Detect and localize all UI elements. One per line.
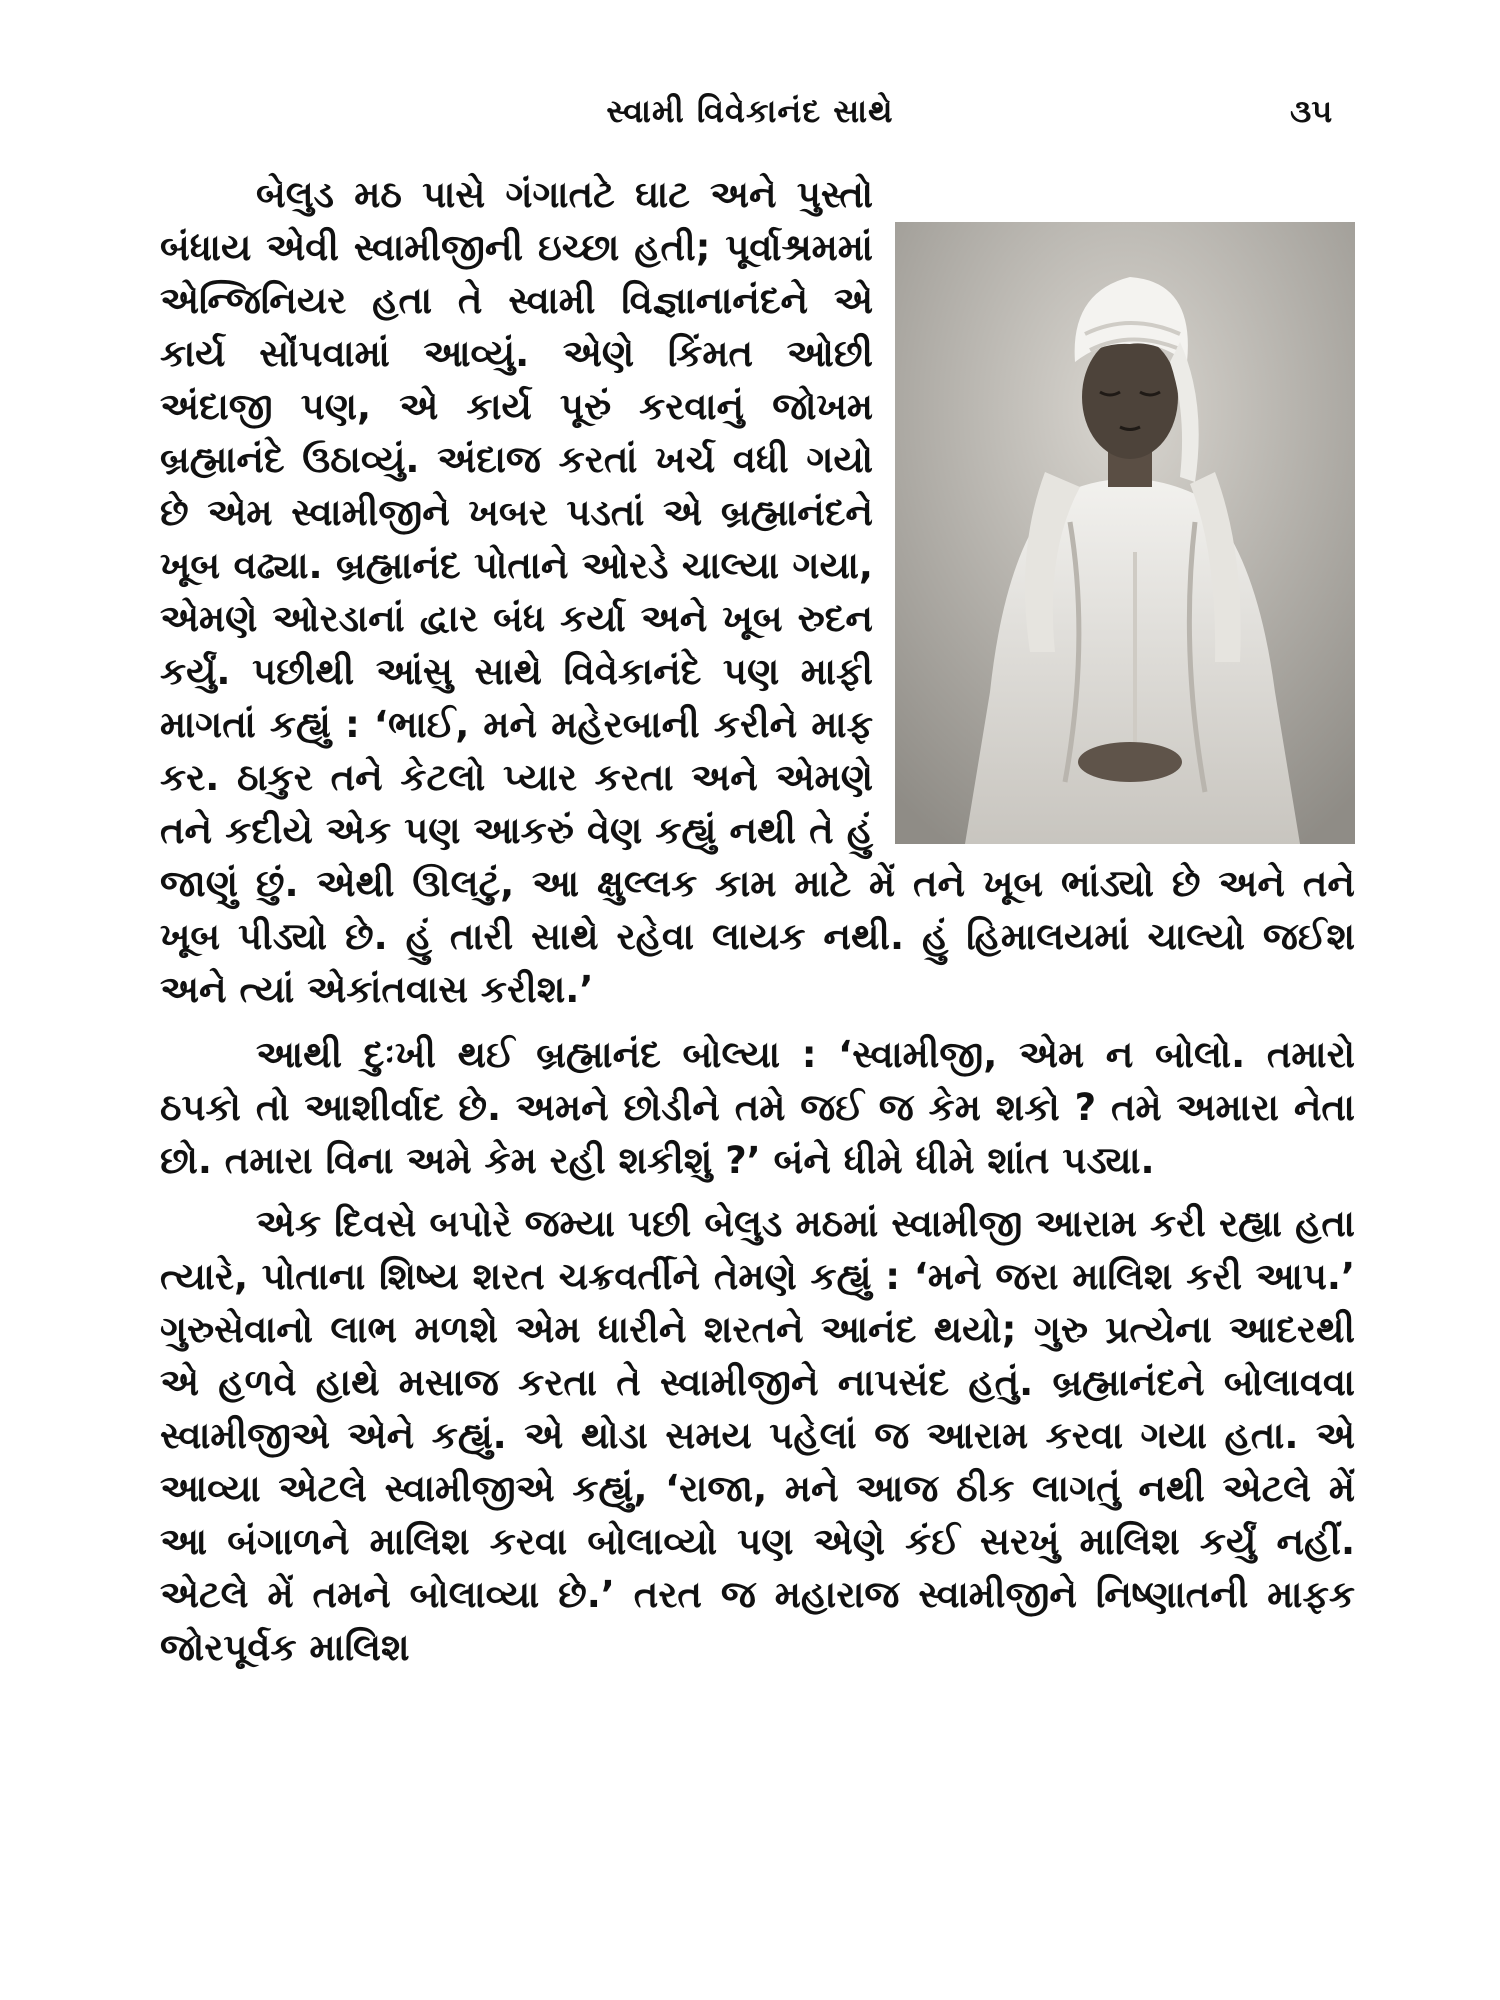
- page-number: ૩૫: [1290, 92, 1333, 130]
- running-head: [0, 92, 1500, 142]
- portrait-photo-drawing: [895, 222, 1355, 844]
- portrait-photo: [895, 222, 1355, 844]
- paragraph: એક દિવસે બપોરે જમ્યા પછી બેલુડ મઠમાં સ્વામીજી આરામ કરી રહ્યા હતા ત્યારે, પોતાના શિષ્ય શરત ચક્રવર્તીને તેમણે કહ્યું : ‘મને જરા માલિશ કરી આપ.’ ગુરુસેવાનો લાભ મળશે એમ ધારીને શરતને આનંદ થયો; ગુરુ પ્રત્યેના આદરથી એ હળવે હાથે મસાજ કરતા તે સ્વામીજીને નાપસંદ હતું. બ્રહ્માનંદને બોલાવવા સ્વામીજીએ એને કહ્યું. એ થોડા સમય પહેલાં જ આરામ કરવા ગયા હતા. એ આવ્યા એટલે સ્વામીજીએ કહ્યું, ‘રાજા, મને આજ ઠીક લાગતું નથી એટલે મેં આ બંગાળને માલિશ કરવા બોલાવ્યો પણ એણે કંઈ સરખું માલિશ કર્યું નહીં. એટલે મેં તમને બોલાવ્યા છે.’ તરત જ મહારાજ સ્વામીજીને નિષ્ણાતની માફક જોરપૂર્વક માલિશ: [160, 1202, 1355, 1669]
- paragraph: આથી દુઃખી થઈ બ્રહ્માનંદ બોલ્યા : ‘સ્વામીજી, એમ ન બોલો. તમારો ઠપકો તો આશીર્વાદ છે. અમને છોડીને તમે જઈ જ કેમ શકો ? તમે અમારા નેતા છો. તમારા વિના અમે કેમ રહી શકીશું ?’ બંને ધીમે ધીમે શાંત પડ્યા.: [160, 1033, 1355, 1182]
- body-text: [160, 168, 1355, 1684]
- running-title: સ્વામી વિવેકાનંદ સાથે: [606, 92, 894, 130]
- paragraph: બેલુડ મઠ પાસે ગંગાતટે ઘાટ અને પુસ્તો બંધાય એવી સ્વામીજીની ઇચ્છા હતી; પૂર્વાશ્રમમાં એન્જિનિયર હતા તે સ્વામી વિજ્ઞાનાનંદને એ કાર્ય સોંપવામાં આવ્યું. એણે કિંમત ઓછી અંદાજી પણ, એ કાર્ય પૂરું કરવાનું જોખમ બ્રહ્માનંદે ઉઠાવ્યું. અંદાજ કરતાં ખર્ચ વધી ગયો છે એમ સ્વામીજીને ખબર પડતાં એ બ્રહ્માનંદને ખૂબ વઢ્યા. બ્રહ્માનંદ પોતાને ઓરડે ચાલ્યા ગયા, એમણે ઓરડાનાં દ્વાર બંધ કર્યા અને ખૂબ રુદન કર્યું. પછીથી આંસુ સાથે વિવેકાનંદે પણ માફી માગતાં કહ્યું : ‘ભાઈ, મને મહેરબાની કરીને માફ કર. ઠાકુર તને કેટલો પ્યાર કરતા અને એમણે તને કદીયે એક પણ આકરું વેણ કહ્યું નથી તે હું જાણું છું. એથી ઊલટું, આ ક્ષુલ્લક કામ માટે મેં તને ખૂબ ભાંડ્યો છે અને તને ખૂબ પીડ્યો છે. હું તારી સાથે રહેવા લાયક નથી. હું હિમાલયમાં ચાલ્યો જઈશ અને ત્યાં એકાંતવાસ કરીશ.’: [160, 173, 1355, 1011]
